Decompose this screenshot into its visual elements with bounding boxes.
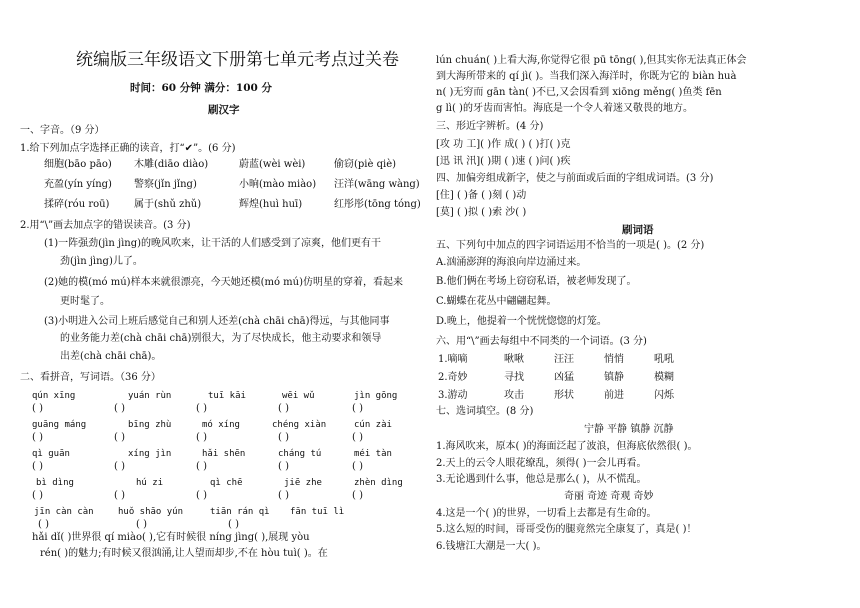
word-item: 悄悄 bbox=[604, 354, 624, 365]
sentence-line: (3)小明进入公司上班后感觉自己和别人还差(chà chāi chā)得远，与其他同事 bbox=[44, 316, 390, 327]
choice-item: 小晌(mào miào) bbox=[239, 179, 317, 190]
answer-blank[interactable]: ( ) bbox=[196, 490, 207, 501]
passage-line: 到大海所带来的 qí jì( )。当我们深入海洋时，你既为它的 biàn huà bbox=[436, 71, 737, 82]
question-4-title: 四、加偏旁组成新字，使之与前面或后面的字组成词语。(3 分) bbox=[436, 173, 714, 184]
answer-blank[interactable]: ( ) bbox=[278, 490, 289, 501]
pinyin-word: tuī kāi bbox=[208, 391, 246, 401]
answer-blank[interactable]: ( ) bbox=[114, 490, 125, 501]
pinyin-word: zhèn dìng bbox=[354, 478, 403, 488]
pinyin-word: fān tuī lì bbox=[290, 507, 345, 517]
pinyin-word: jìn gōng bbox=[354, 391, 398, 401]
pinyin-word: chéng xiàn bbox=[272, 420, 327, 430]
choice-item: 木雕(diāo diào) bbox=[134, 159, 209, 170]
sentence-line: 更时髦了。 bbox=[60, 296, 110, 307]
option-d: D.晚上，他提着一个恍恍惚惚的灯笼。 bbox=[436, 316, 607, 327]
answer-blank[interactable]: ( ) bbox=[278, 461, 289, 472]
pinyin-word: qún xīng bbox=[32, 391, 76, 401]
word-item: 模糊 bbox=[654, 372, 674, 383]
word-item: 啾啾 bbox=[504, 354, 524, 365]
pinyin-word: wēi wǔ bbox=[282, 391, 315, 401]
answer-blank[interactable]: ( ) bbox=[114, 403, 125, 414]
fill-sentence: 2.天上的云令人眼花缭乱，须得( )一会儿再看。 bbox=[436, 458, 647, 469]
fill-sentence: 6.钱塘江大潮是一大( )。 bbox=[436, 541, 547, 552]
fill-sentence: 1.海风吹来，原本( )的海面泛起了波浪，但海底依然很( )。 bbox=[436, 441, 698, 452]
answer-blank[interactable]: ( ) bbox=[278, 432, 289, 443]
pinyin-word: cún zài bbox=[354, 420, 392, 430]
pinyin-word: jiē zhe bbox=[284, 478, 322, 488]
passage-line: hǎi dǐ( )世界很 qí miào( ),它有时候很 níng jìng( ),展现 yòu bbox=[32, 532, 310, 543]
pinyin-word: huǒ shāo yún bbox=[118, 507, 184, 517]
sentence-line: (1)一阵强劲(jìn jìng)的晚风吹来，让干活的人们感受到了凉爽，他们更有干 bbox=[44, 238, 382, 249]
word-item: 凶猛 bbox=[554, 372, 574, 383]
sentence-line: 劲(jìn jìng)儿了。 bbox=[60, 256, 143, 267]
choice-item: 充盈(yín yíng) bbox=[44, 179, 112, 190]
choice-item: 警察(jǐn jǐng) bbox=[134, 179, 197, 190]
question-1-2: 2.用“\”画去加点字的错误读音。(3 分) bbox=[20, 220, 191, 231]
question-7-title: 七、选词填空。(8 分) bbox=[436, 406, 534, 417]
question-6-title: 六、用“\”画去每组中不同类的一个词语。(3 分) bbox=[436, 336, 647, 347]
answer-blank[interactable]: ( ) bbox=[352, 461, 363, 472]
option-a: A.汹涌澎湃的海浪向岸边涌过来。 bbox=[436, 257, 587, 268]
passage-line: n( )无穷而 gān tàn( )不已,又会因看到 xiōng měng( )鱼类 fēn bbox=[436, 87, 722, 98]
answer-blank[interactable]: ( ) bbox=[136, 519, 147, 530]
question-1-title: 一、字音。（9 分） bbox=[20, 125, 105, 136]
word-item: 吼吼 bbox=[654, 354, 674, 365]
answer-blank[interactable]: ( ) bbox=[352, 432, 363, 443]
answer-blank[interactable]: ( ) bbox=[32, 432, 43, 443]
pinyin-word: guāng máng bbox=[32, 420, 87, 430]
similar-char-row: [攻 功 工]( )作 成( ) ( )打( )克 bbox=[436, 139, 571, 150]
passage-line: g lì( )的牙齿而害怕。海底是一个令人着迷又敬畏的地方。 bbox=[436, 103, 693, 114]
pinyin-word: jīn càn càn bbox=[34, 507, 94, 517]
word-bank: 宁静 平静 镇静 沉静 bbox=[584, 424, 674, 435]
pinyin-word: mó xíng bbox=[202, 420, 240, 430]
similar-char-row: [迅 讯 汛]( )期 ( )速 ( )问( )疾 bbox=[436, 156, 571, 167]
answer-blank[interactable]: ( ) bbox=[196, 432, 207, 443]
sentence-line: (2)她的模(mó mú)样本来就很漂亮，今天她还模(mó mú)仿明星的穿着，看起来 bbox=[44, 277, 403, 288]
word-item: 3.游动 bbox=[438, 390, 468, 401]
choice-item: 蔚蓝(wèi wèi) bbox=[239, 159, 306, 170]
pinyin-word: bīng zhù bbox=[128, 420, 172, 430]
option-c: C.蝴蝶在花丛中翩翩起舞。 bbox=[436, 296, 557, 307]
answer-blank[interactable]: ( ) bbox=[32, 461, 43, 472]
pinyin-word: méi tàn bbox=[354, 449, 392, 459]
word-bank: 奇丽 奇迹 奇观 奇妙 bbox=[564, 491, 654, 502]
word-item: 寻找 bbox=[504, 372, 524, 383]
pinyin-word: hú zi bbox=[136, 478, 164, 488]
radical-row: [住] ( )备 ( )刻 ( )动 bbox=[436, 190, 527, 201]
pinyin-word: qì guān bbox=[32, 449, 70, 459]
word-item: 前进 bbox=[604, 390, 624, 401]
answer-blank[interactable]: ( ) bbox=[32, 403, 43, 414]
answer-blank[interactable]: ( ) bbox=[32, 490, 43, 501]
pinyin-word: xíng jìn bbox=[128, 449, 172, 459]
choice-item: 辉煌(huì huī) bbox=[239, 199, 303, 210]
choice-item: 汪洋(wāng wàng) bbox=[334, 179, 420, 190]
fill-sentence: 3.无论遇到什么事，他总是那么( )，从不慌乱。 bbox=[436, 474, 647, 485]
radical-row: [莫] ( )拟 ( )索 沙( ) bbox=[436, 207, 527, 218]
answer-blank[interactable]: ( ) bbox=[228, 519, 239, 530]
option-b: B.他们俩在考场上窃窃私语，被老师发现了。 bbox=[436, 276, 637, 287]
choice-item: 属于(shǔ zhǔ) bbox=[134, 199, 202, 210]
choice-item: 红彤彤(tōng tóng) bbox=[334, 199, 421, 210]
word-item: 汪汪 bbox=[554, 354, 574, 365]
word-item: 闪烁 bbox=[654, 390, 674, 401]
section-heading-words: 刷词语 bbox=[622, 224, 654, 236]
choice-item: 偷窃(piè qiè) bbox=[334, 159, 397, 170]
question-3-title: 三、形近字辨析。(4 分) bbox=[436, 121, 544, 132]
choice-item: 细胞(bāo pāo) bbox=[44, 159, 112, 170]
passage-line: rén( )的魅力;有时候又很汹涌,让人望而却步,不在 hòu tuì( )。在 bbox=[40, 548, 328, 559]
section-heading-characters: 刷汉字 bbox=[208, 104, 240, 116]
answer-blank[interactable]: ( ) bbox=[196, 461, 207, 472]
answer-blank[interactable]: ( ) bbox=[38, 519, 49, 530]
pinyin-word: yuán rùn bbox=[128, 391, 172, 401]
pinyin-word: bì dìng bbox=[36, 478, 74, 488]
word-item: 攻击 bbox=[504, 390, 524, 401]
answer-blank[interactable]: ( ) bbox=[352, 490, 363, 501]
choice-item: 揉碎(róu roū) bbox=[44, 199, 110, 210]
question-1-1: 1.给下列加点字选择正确的读音，打“✔”。(6 分) bbox=[20, 143, 236, 154]
word-item: 2.奇妙 bbox=[438, 372, 468, 383]
passage-line: lún chuán( )上看大海,你觉得它很 pū tōng( ),但其实你无法真正体会 bbox=[436, 55, 747, 66]
word-item: 形状 bbox=[554, 390, 574, 401]
pinyin-word: cháng tú bbox=[278, 449, 322, 459]
sentence-line: 的业务能力差(chà chāi chā)别很大，为了尽快成长，他主动要求和领导 bbox=[60, 333, 382, 344]
question-5-title: 五、下列句中加点的四字词语运用不恰当的一项是( )。(2 分) bbox=[436, 240, 705, 251]
answer-blank[interactable]: ( ) bbox=[196, 403, 207, 414]
pinyin-word: qì chē bbox=[210, 478, 243, 488]
answer-blank[interactable]: ( ) bbox=[114, 432, 125, 443]
word-item: 镇静 bbox=[604, 372, 624, 383]
answer-blank[interactable]: ( ) bbox=[352, 403, 363, 414]
answer-blank[interactable]: ( ) bbox=[114, 461, 125, 472]
exam-meta: 时间：60 分钟 满分：100 分 bbox=[130, 82, 272, 94]
sentence-line: 出差(chà chāi chā)。 bbox=[60, 351, 162, 362]
word-item: 1.嘀嘀 bbox=[438, 354, 468, 365]
page-title: 统编版三年级语文下册第七单元考点过关卷 bbox=[76, 50, 399, 70]
pinyin-word: tiān rán qì bbox=[210, 507, 270, 517]
question-2-title: 二、看拼音，写词语。（36 分） bbox=[20, 372, 161, 383]
fill-sentence: 4.这是一个( )的世界，一切看上去都是有生命的。 bbox=[436, 508, 657, 519]
answer-blank[interactable]: ( ) bbox=[278, 403, 289, 414]
pinyin-word: hǎi shēn bbox=[202, 449, 246, 459]
fill-sentence: 5.这么短的时间，哥哥受伤的腿竟然完全康复了，真是( )！ bbox=[436, 524, 697, 535]
